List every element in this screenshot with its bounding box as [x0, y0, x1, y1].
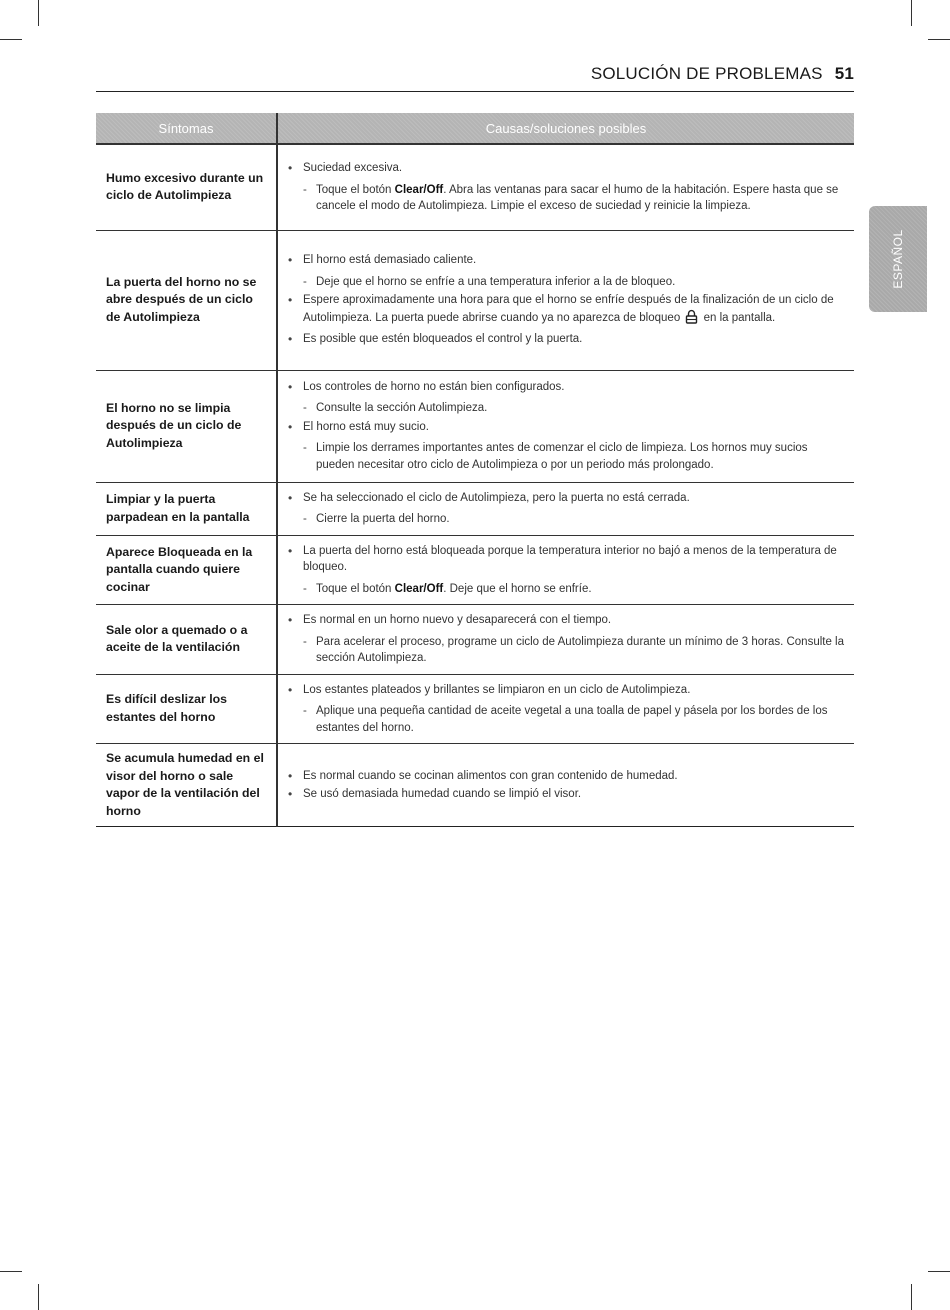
cause-item: • Se ha seleccionado el ciclo de Autolimpieza, pero la puerta no está cerrada.	[286, 490, 844, 507]
symptom-cell: Sale olor a quemado o a aceite de la ventilación	[96, 605, 277, 675]
table-row	[96, 482, 854, 535]
item-text: . Deje que el horno se enfríe.	[443, 582, 592, 595]
crop-mark	[928, 1271, 950, 1272]
section-title: SOLUCIÓN DE PROBLEMAS	[590, 64, 823, 83]
cause-item: • Se usó demasiada humedad cuando se limpió el visor.	[286, 786, 844, 803]
solution-item	[286, 581, 844, 598]
table-row	[96, 230, 854, 370]
causes-cell	[277, 674, 854, 744]
crop-mark	[911, 1284, 912, 1310]
cause-item: • Los estantes plateados y brillantes se limpiaron en un ciclo de Autolimpieza.	[286, 682, 844, 699]
causes-list	[286, 490, 844, 528]
causes-list	[286, 252, 844, 348]
table-header-row	[96, 113, 854, 144]
crop-mark	[0, 1271, 22, 1272]
symptom-cell: El horno no se limpia después de un ciclo de Autolimpieza	[96, 370, 277, 482]
solution-item	[286, 182, 844, 215]
cause-item: • El horno está demasiado caliente.	[286, 252, 844, 269]
column-header-causes: Causas/soluciones posibles	[277, 113, 854, 144]
causes-cell	[277, 230, 854, 370]
causes-list	[286, 682, 844, 737]
causes-cell	[277, 482, 854, 535]
cause-item: • Es posible que estén bloqueados el control y la puerta.	[286, 331, 844, 348]
cause-item: • El horno está muy sucio.	[286, 419, 844, 436]
crop-mark	[928, 39, 950, 40]
symptom-cell: Es difícil deslizar los estantes del horno	[96, 674, 277, 744]
causes-list	[286, 768, 844, 803]
solution-item: - Limpie los derrames importantes antes de comenzar el ciclo de limpieza. Los hornos muy sucios pueden necesitar otro ciclo de Autolimpieza o por un periodo más prolongado.	[286, 440, 844, 473]
causes-cell	[277, 144, 854, 230]
cause-item	[286, 292, 844, 329]
symptom-cell: Se acumula humedad en el visor del horno o sale vapor de la ventilación del horno	[96, 744, 277, 827]
solution-item: - Aplique una pequeña cantidad de aceite vegetal a una toalla de papel y pásela por los bordes de los estantes del horno.	[286, 703, 844, 736]
table-row	[96, 370, 854, 482]
symptom-cell: Aparece Bloqueada en la pantalla cuando quiere cocinar	[96, 535, 277, 605]
symptom-cell: Limpiar y la puerta parpadean en la pantalla	[96, 482, 277, 535]
symptom-cell: Humo excesivo durante un ciclo de Autolimpieza	[96, 144, 277, 230]
item-text: en la pantalla.	[700, 311, 776, 324]
crop-mark	[911, 0, 912, 26]
item-text: Espere aproximadamente una hora para que el horno se enfríe después de la finalización de un ciclo de Autolimpieza. La puerta puede abrirse cuando ya no aparezca de bloqueo	[303, 294, 834, 324]
button-name: Clear/Off	[394, 582, 444, 595]
causes-cell	[277, 535, 854, 605]
button-name: Clear/Off	[394, 183, 444, 196]
item-text: Toque el botón	[316, 183, 395, 196]
causes-list	[286, 612, 844, 667]
solution-item: - Cierre la puerta del horno.	[286, 511, 844, 528]
solution-item: - Para acelerar el proceso, programe un ciclo de Autolimpieza durante un mínimo de 3 horas. Consulte la sección Autolimpieza.	[286, 634, 844, 667]
cause-item: • Es normal en un horno nuevo y desaparecerá con el tiempo.	[286, 612, 844, 629]
causes-list	[286, 379, 844, 474]
cause-item: • Los controles de horno no están bien configurados.	[286, 379, 844, 396]
table-row	[96, 605, 854, 675]
column-header-symptoms: Síntomas	[96, 113, 277, 144]
solution-item: - Consulte la sección Autolimpieza.	[286, 400, 844, 417]
causes-list	[286, 160, 844, 215]
cause-item: • La puerta del horno está bloqueada porque la temperatura interior no bajó a menos de la temperatura de bloqueo.	[286, 543, 844, 576]
language-tab-label: ESPAÑOL	[891, 229, 905, 289]
table-row	[96, 744, 854, 827]
crop-mark	[0, 39, 22, 40]
causes-cell	[277, 605, 854, 675]
crop-mark	[38, 1284, 39, 1310]
page-number: 51	[834, 64, 854, 83]
table-row	[96, 144, 854, 230]
cause-item: • Suciedad excesiva.	[286, 160, 844, 177]
causes-cell	[277, 370, 854, 482]
item-text: . Abra las ventanas para sacar el humo de la habitación. Espere hasta que se cancele el modo de Autolimpieza. Limpie el exceso de suciedad y reinicie la limpieza.	[316, 183, 839, 212]
crop-mark	[38, 0, 39, 26]
table-row	[96, 535, 854, 605]
symptom-cell: La puerta del horno no se abre después de un ciclo de Autolimpieza	[96, 230, 277, 370]
language-tab	[869, 206, 927, 312]
cause-item: • Es normal cuando se cocinan alimentos con gran contenido de humedad.	[286, 768, 844, 785]
causes-cell	[277, 744, 854, 827]
table-body	[96, 144, 854, 827]
causes-list	[286, 543, 844, 598]
page-header	[96, 64, 854, 92]
lock-icon	[684, 309, 699, 330]
table-row	[96, 674, 854, 744]
troubleshooting-table	[96, 113, 854, 827]
solution-item: - Deje que el horno se enfríe a una temperatura inferior a la de bloqueo.	[286, 274, 844, 291]
item-text: Toque el botón	[316, 582, 395, 595]
